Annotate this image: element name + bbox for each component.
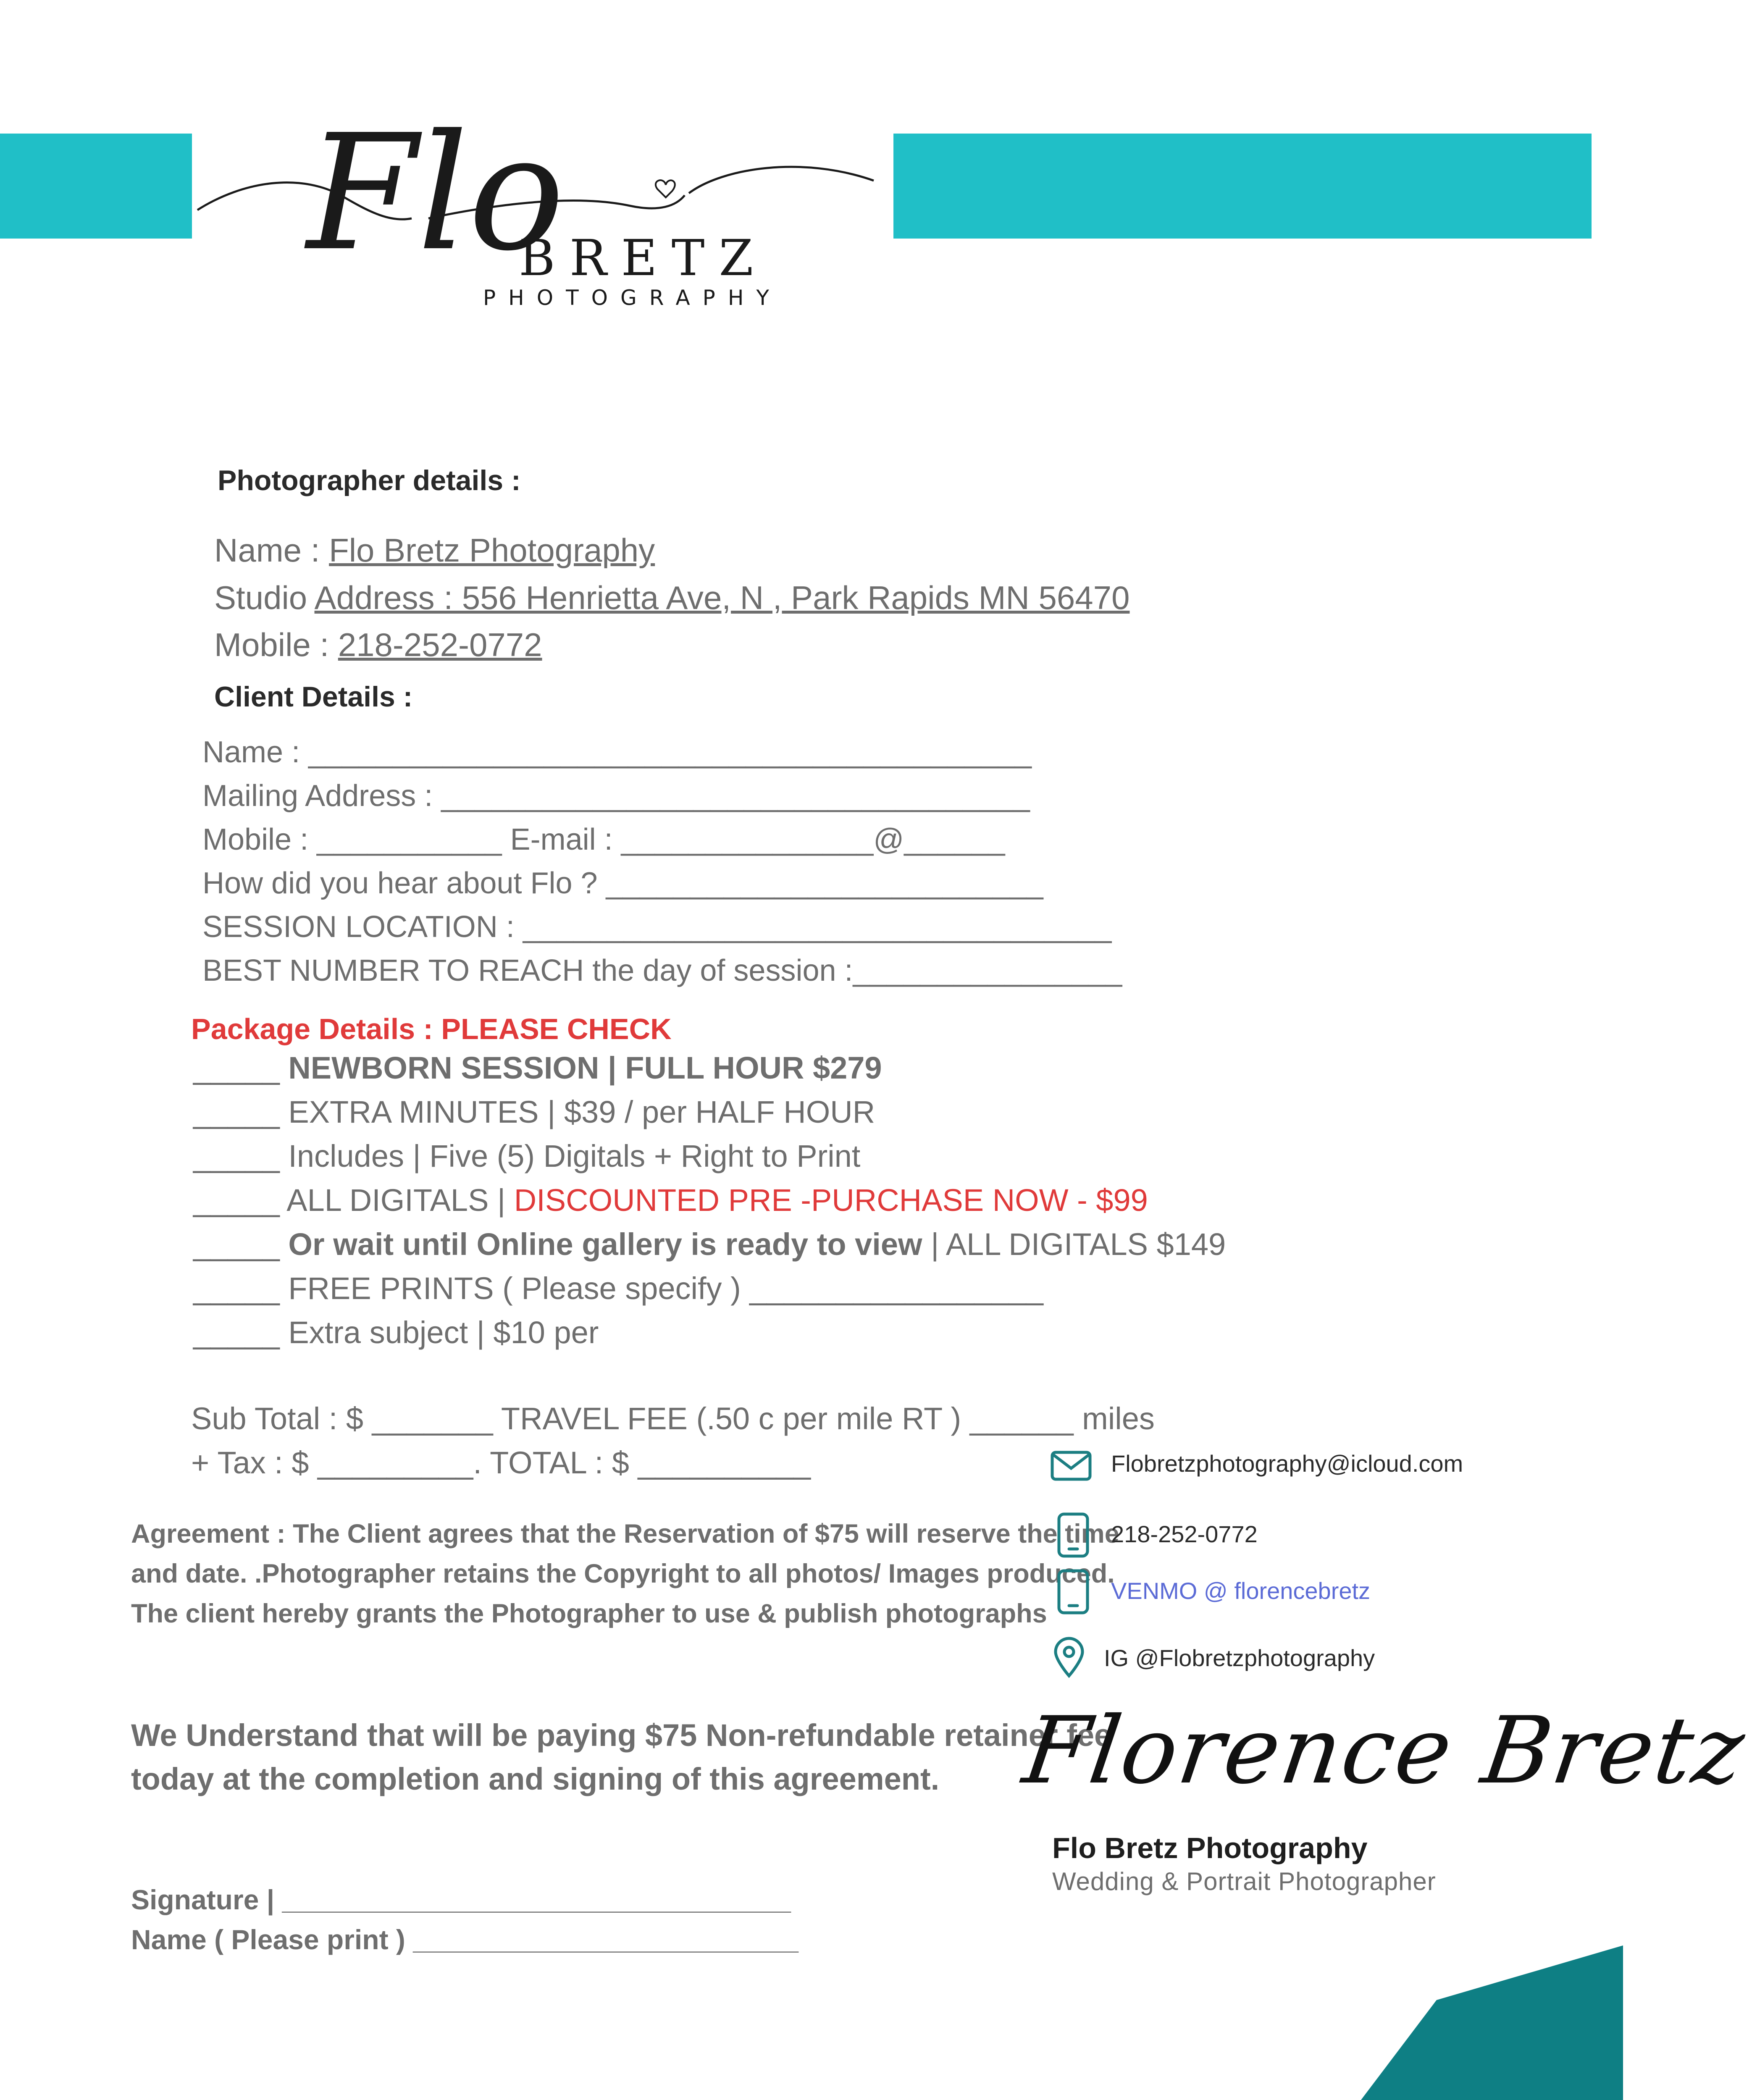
contact-instagram[interactable]: IG @Flobretzphotography (1104, 1645, 1375, 1671)
understanding-text: We Understand that will be paying $75 Non-refundable retainer fee today at the completion and signing of this agreement. (131, 1718, 1112, 1796)
package-wait-price: | ALL DIGITALS $149 (922, 1227, 1226, 1262)
check-blank[interactable]: _____ (193, 1139, 289, 1173)
client-location-field[interactable]: SESSION LOCATION : ___________________________________ (202, 910, 1112, 944)
contact-venmo[interactable]: VENMO @ florencebretz (1111, 1578, 1371, 1604)
check-blank[interactable]: _____ (193, 1095, 289, 1129)
package-item-includes[interactable] (193, 1138, 860, 1174)
check-blank[interactable]: _____ (193, 1315, 289, 1350)
photographer-name-label: Name : (214, 532, 329, 569)
photographer-mobile-label: Mobile : (214, 626, 338, 663)
photographer-heading: Photographer details : (218, 465, 521, 496)
check-blank[interactable]: _____ (193, 1271, 289, 1306)
signature-line[interactable]: Signature | _________________________________ (131, 1884, 791, 1915)
agreement-text: Agreement : The Client agrees that the Reservation of $75 will reserve the time and date. .Photographer retains the Copyright to all photos/ Images produced. The client hereby grants the Photographer to use & publish photographs (131, 1519, 1119, 1628)
contact-email[interactable]: Flobretzphotography@icloud.com (1111, 1450, 1463, 1477)
client-heading: Client Details : (214, 681, 413, 713)
handwritten-signature: Florence Bretz (1017, 1697, 1752, 1804)
package-item-free-prints[interactable] (193, 1270, 1043, 1306)
package-extra-minutes-label: EXTRA MINUTES | $39 / per HALF HOUR (288, 1095, 875, 1129)
package-item-extra-subject[interactable] (193, 1315, 599, 1350)
location-pin-icon (1052, 1636, 1086, 1680)
package-free-prints-label: FREE PRINTS ( Please specify ) _________________ (288, 1271, 1043, 1306)
photographer-address-label: Studio (214, 579, 315, 616)
header-bar-left (0, 134, 192, 239)
corner-accent-shape (1361, 1940, 1623, 2100)
logo-subtitle: PHOTOGRAPHY (483, 286, 782, 310)
photographer-mobile (214, 626, 542, 664)
package-includes-label: Includes | Five (5) Digitals + Right to Print (288, 1139, 861, 1173)
mail-icon (1050, 1449, 1092, 1485)
check-blank[interactable]: _____ (193, 1183, 287, 1218)
check-blank[interactable]: _____ (193, 1227, 289, 1262)
package-wait-label: Or wait until Online gallery is ready to view (288, 1227, 922, 1262)
package-discount-label: DISCOUNTED PRE -PURCHASE NOW - $99 (514, 1183, 1148, 1218)
package-all-digitals-label: ALL DIGITALS | (286, 1183, 514, 1218)
contact-phone[interactable]: 218-252-0772 (1111, 1521, 1258, 1547)
package-item-all-digitals[interactable] (193, 1182, 1148, 1218)
photographer-mobile-value: 218-252-0772 (338, 626, 542, 663)
package-extra-subject-label: Extra subject | $10 per (288, 1315, 599, 1350)
print-name-line[interactable]: Name ( Please print ) _________________________ (131, 1924, 799, 1955)
client-address-field[interactable]: Mailing Address : ___________________________________ (202, 779, 1030, 813)
photographer-address-value: Address : 556 Henrietta Ave, N , Park Rapids MN 56470 (314, 579, 1130, 616)
package-newborn-label: NEWBORN SESSION | FULL HOUR $279 (288, 1050, 882, 1085)
package-item-newborn[interactable] (193, 1050, 882, 1086)
brand-tagline: Wedding & Portrait Photographer (1052, 1867, 1436, 1895)
subtotal-line[interactable]: Sub Total : $ _______ TRAVEL FEE (.50 c per mile RT ) ______ miles (191, 1401, 1155, 1436)
photographer-address (214, 579, 1129, 617)
brand-name: Flo Bretz Photography (1052, 1832, 1368, 1864)
photographer-name-value: Flo Bretz Photography (329, 532, 655, 569)
phone-icon (1056, 1512, 1090, 1560)
tax-total-line[interactable]: + Tax : $ _________. TOTAL : $ __________ (191, 1445, 811, 1480)
photographer-name (214, 531, 655, 570)
package-item-wait-gallery[interactable] (193, 1226, 1226, 1262)
package-heading: Package Details : PLEASE CHECK (191, 1013, 672, 1045)
client-best-number-field[interactable]: BEST NUMBER TO REACH the day of session :________________ (202, 954, 1122, 987)
logo-wordmark: BRETZ (519, 229, 768, 287)
client-mobile-email-field[interactable]: Mobile : ___________ E-mail : _______________@______ (202, 823, 1005, 856)
phone-icon (1056, 1569, 1090, 1617)
check-blank[interactable]: _____ (193, 1050, 289, 1085)
package-item-extra-minutes[interactable] (193, 1094, 875, 1130)
client-referral-field[interactable]: How did you hear about Flo ? __________________________ (202, 866, 1043, 900)
logo-script-text: Flo (307, 100, 565, 286)
client-name-field[interactable]: Name : ___________________________________________ (202, 735, 1032, 769)
header-bar-right (893, 134, 1592, 239)
